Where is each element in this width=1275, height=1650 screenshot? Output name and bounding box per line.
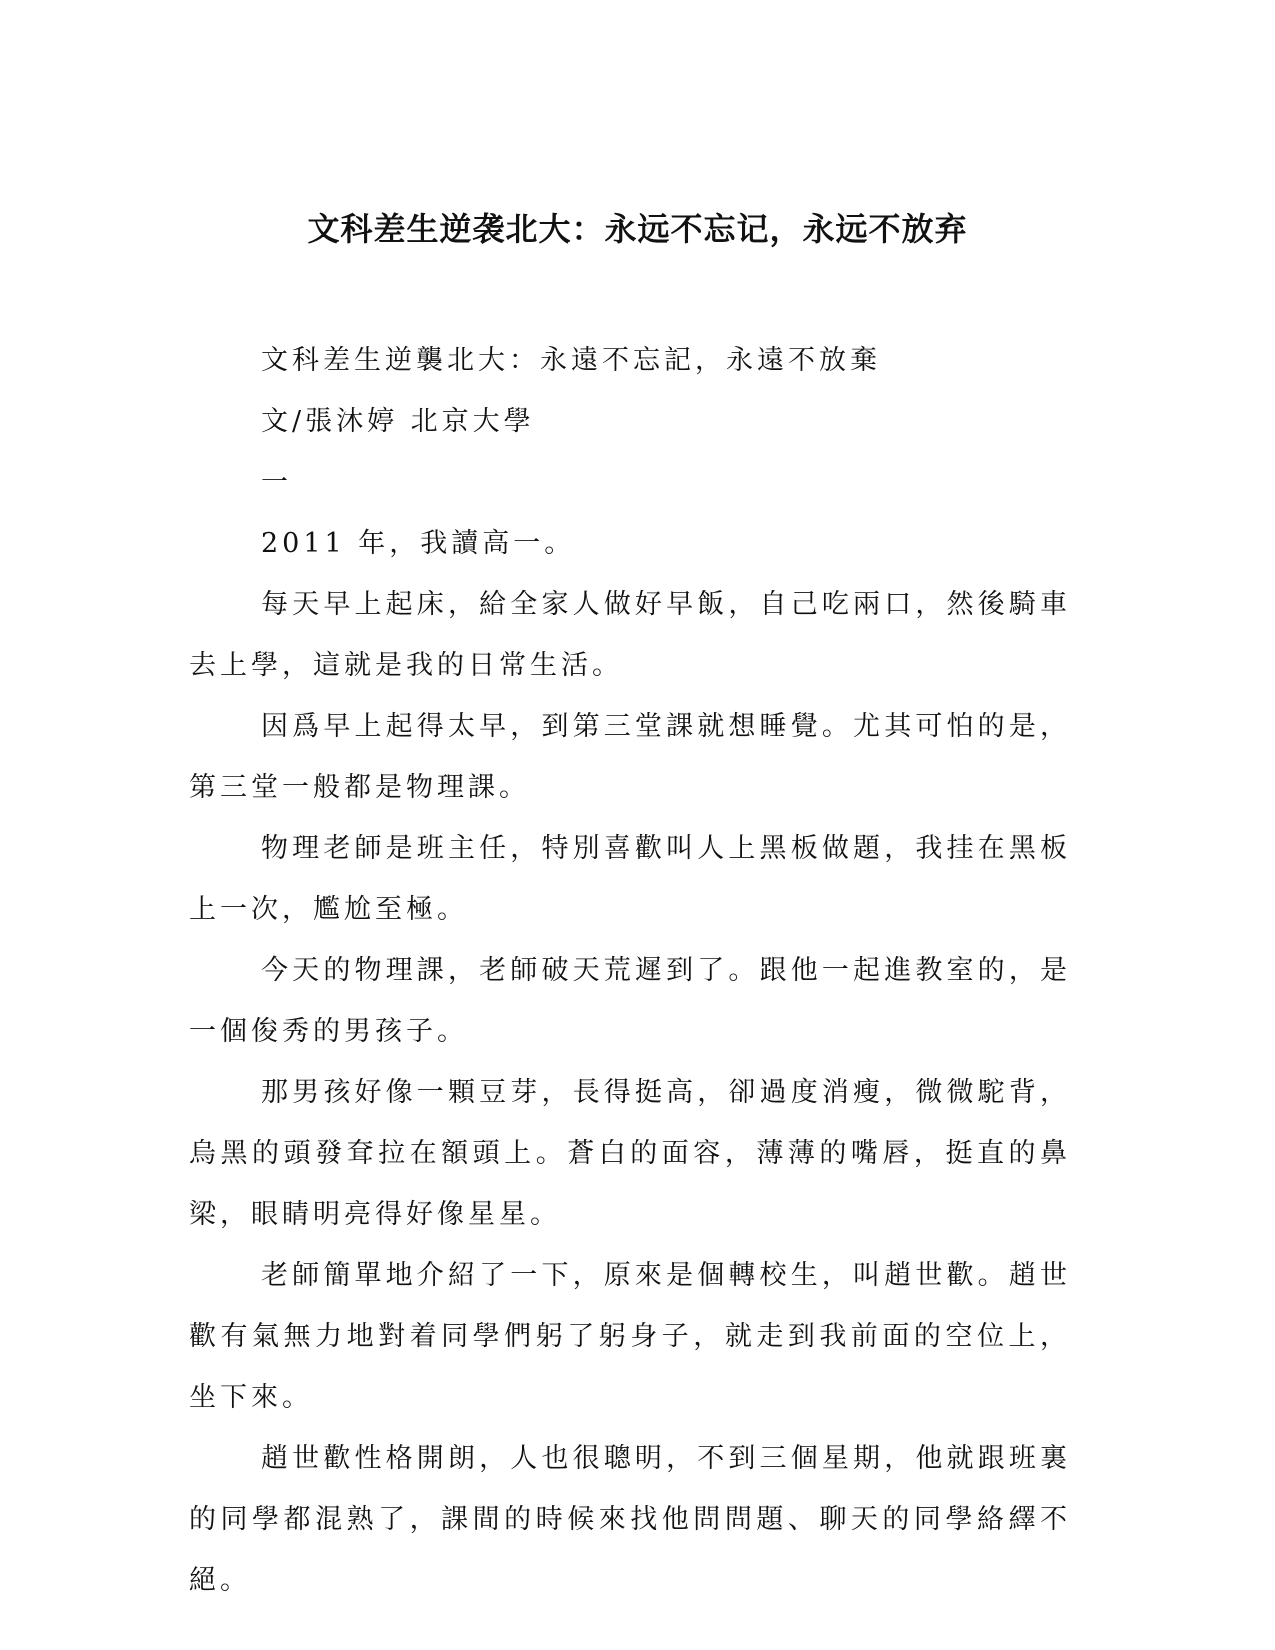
paragraph-heading: 文科差生逆襲北大：永遠不忘記，永遠不放棄 (261, 345, 881, 376)
document-body (189, 330, 1071, 1611)
paragraph-byline: 文/張沐婷 北京大學 (261, 406, 535, 437)
paragraph: 2011 年，我讀高一。 (261, 528, 576, 559)
paragraph: 趙世歡性格開朗，人也很聰明，不到三個星期，他就跟班裏的同學都混熟了，課間的時候來找他問問題、聊天的同學絡繹不絕。 (189, 1443, 1071, 1596)
document-title: 文科差生逆袭北大：永远不忘记，永远不放弃 (307, 210, 968, 248)
paragraph: 每天早上起床，給全家人做好早飯，自己吃兩口，然後騎車去上學，這就是我的日常生活。 (189, 589, 1071, 681)
paragraph: 因爲早上起得太早，到第三堂課就想睡覺。尤其可怕的是，第三堂一般都是物理課。 (189, 711, 1071, 803)
paragraph: 老師簡單地介紹了一下，原來是個轉校生，叫趙世歡。趙世歡有氣無力地對着同學們躬了躬身子，就走到我前面的空位上，坐下來。 (189, 1260, 1071, 1413)
section-number: 一 (261, 467, 292, 498)
paragraph: 那男孩好像一顆豆芽，長得挺高，卻過度消瘦，微微駝背，烏黑的頭發耷拉在額頭上。蒼白的面容，薄薄的嘴唇，挺直的鼻梁，眼睛明亮得好像星星。 (189, 1077, 1071, 1230)
paragraph: 物理老師是班主任，特別喜歡叫人上黑板做題，我挂在黑板上一次，尷尬至極。 (189, 833, 1071, 925)
paragraph: 今天的物理課，老師破天荒遲到了。跟他一起進教室的，是一個俊秀的男孩子。 (189, 955, 1071, 1047)
